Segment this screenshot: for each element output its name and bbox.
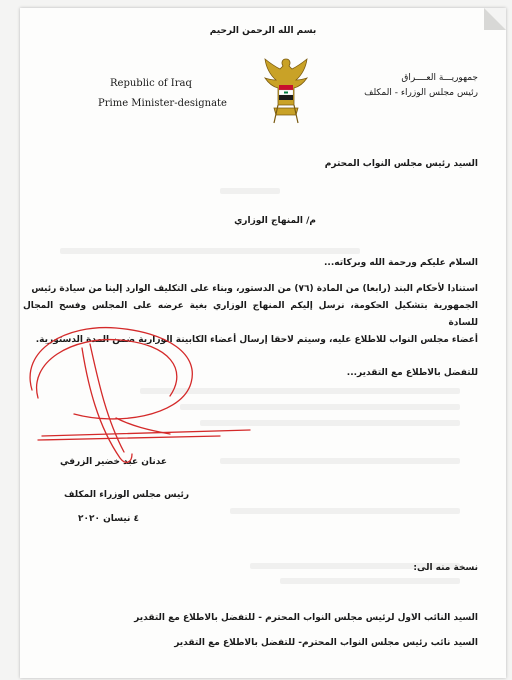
country-name-en: Republic of Iraq [110,78,192,89]
letter-date: ٤ نيسان ٢٠٢٠ [78,514,140,524]
copies-heading: نسخة منه الى: [413,563,478,573]
office-title-ar: رئيس مجلس الوزراء - المكلف [364,88,478,98]
closing-line: للتفضل بالاطلاع مع التقدير... [346,368,478,378]
country-name-ar: جمهوريـــة العــــراق [401,73,478,83]
arabic-letterhead [364,71,478,101]
recipient-line: السيد رئيس مجلس النواب المحترم [324,159,478,169]
copy-recipient-line: السيد نائب رئيس مجلس النواب المحترم- للتفضل بالاطلاع مع التقدير [174,638,478,648]
handwritten-signature [20,308,260,478]
letter-page [20,8,506,678]
signatory-name: عدنان عبد خضير الزرفي [60,457,168,467]
office-title-en: Prime Minister-designate [98,98,227,109]
iraq-eagle-emblem [262,53,310,129]
copy-recipient-line: السيد النائب الاول لرئيس مجلس النواب المحترم - للتفضل بالاطلاع مع التقدير [134,613,478,623]
bleed-through [230,508,460,514]
body-line: الجمهورية بتشكيل الحكومة، نرسل إليكم المنهاج الوزاري بغية عرضه على المجلس وفسح المجال للسادة [23,301,478,328]
english-letterhead [98,74,227,114]
body-line: أعضاء مجلس النواب للاطلاع عليه، وسيتم لاحقا إرسال أعضاء الكابينة الوزارية ضمن المدة الدستورية. [35,335,478,345]
bleed-through [220,188,280,194]
signatory-title: رئيس مجلس الوزراء المكلف [64,490,190,500]
subject-line: م/ المنهاج الوزاري [234,216,316,226]
bleed-through [60,248,360,254]
bleed-through [280,578,460,584]
greeting-line: السلام عليكم ورحمة الله وبركاته... [323,258,478,268]
body-line: استنادا لأحكام البند (رابعا) من المادة (٧٦) من الدستور، وبناء على التكليف الوارد إلينا من سيادة رئيس [31,284,478,294]
basmala: بسم الله الرحمن الرحيم [209,26,317,36]
